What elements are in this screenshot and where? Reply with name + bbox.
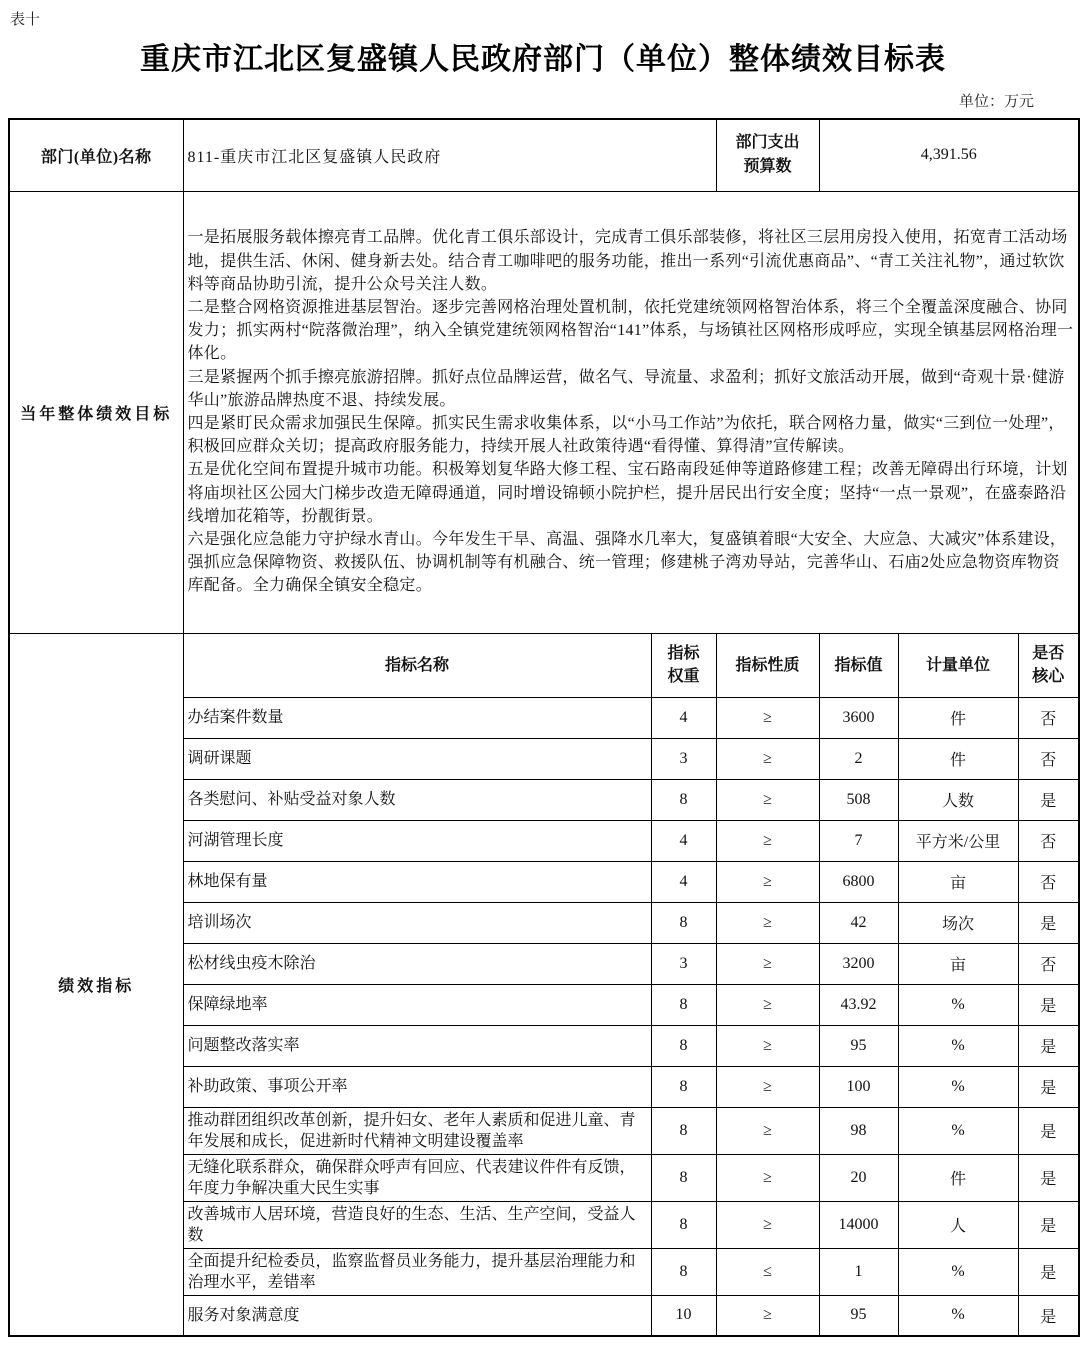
- indicator-unit: %: [898, 1295, 1018, 1336]
- indicator-nature: ≥: [716, 1295, 819, 1336]
- indicator-weight: 8: [651, 1154, 716, 1201]
- indicator-weight: 8: [651, 1201, 716, 1248]
- indicator-unit: %: [898, 1248, 1018, 1295]
- indicator-value: 1: [819, 1248, 898, 1295]
- goal-item: 一是拓展服务载体擦亮青工品牌。优化青工俱乐部设计，完成青工俱乐部装修，将社区三层用房投入使用，拓宽青工活动场地，提供生活、休闲、健身新去处。结合青工咖啡吧的服务功能，推出一系列“引流优惠商品”、“青工关注礼物”，通过软饮料等商品协助引流，提升公众号关注人数。: [187, 229, 1068, 293]
- indicator-nature: ≥: [716, 943, 819, 984]
- unit-note: 单位：万元: [958, 94, 1034, 110]
- indicator-value: 98: [819, 1107, 898, 1154]
- indicator-weight: 8: [651, 1248, 716, 1295]
- budget-label: [716, 119, 819, 191]
- indicator-weight: 8: [651, 1025, 716, 1066]
- indicator-core: 否: [1018, 820, 1079, 861]
- table-number-label: 表十: [10, 12, 41, 28]
- indicator-value: 14000: [819, 1201, 898, 1248]
- indicator-unit: %: [898, 1025, 1018, 1066]
- indicator-weight: 8: [651, 779, 716, 820]
- indicator-core: 否: [1018, 738, 1079, 779]
- indicator-name: 保障绿地率: [183, 984, 651, 1025]
- goal-item: 三是紧握两个抓手擦亮旅游招牌。抓好点位品牌运营，做名气、导流量、求盈利；抓好文旅活动开展，做到“奇观十景·健游华山”旅游品牌热度不退、持续发展。: [187, 368, 1065, 409]
- indicator-value: 100: [819, 1066, 898, 1107]
- indicator-weight: 3: [651, 738, 716, 779]
- indicator-name: 各类慰问、补贴受益对象人数: [183, 779, 651, 820]
- indicator-header-row: [9, 633, 1079, 697]
- indicator-value: 3600: [819, 697, 898, 738]
- indicator-value: 3200: [819, 943, 898, 984]
- indicator-weight: 8: [651, 902, 716, 943]
- indicator-nature: ≥: [716, 697, 819, 738]
- indicator-unit: 件: [898, 738, 1018, 779]
- indicator-nature: ≥: [716, 1025, 819, 1066]
- indicator-core: 是: [1018, 984, 1079, 1025]
- department-row: [9, 119, 1079, 191]
- indicator-value: 20: [819, 1154, 898, 1201]
- indicator-value: 95: [819, 1025, 898, 1066]
- annual-goals-row: [9, 191, 1079, 633]
- indicator-name: 河湖管理长度: [183, 820, 651, 861]
- goal-item: 五是优化空间布置提升城市功能。积极筹划复华路大修工程、宝石路南段延伸等道路修建工程；改善无障碍出行环境，计划将庙坝社区公园大门梯步改造无障碍通道，同时增设锦顿小院护栏，提升居民出行安全度；坚持“一点一景观”，在盛泰路沿线增加花箱等，扮靓街景。: [187, 461, 1068, 525]
- indicator-core: 是: [1018, 1107, 1079, 1154]
- goal-item: 四是紧盯民众需求加强民生保障。抓实民生需求收集体系，以“小马工作站”为依托，联合网格力量，做实“三到位一处理”，积极回应群众关切；提高政府服务能力，持续开展人社政策待遇“看得懂、算得清”宣传解读。: [187, 415, 1065, 456]
- indicator-name: 改善城市人居环境，营造良好的生态、生活、生产空间，受益人数: [183, 1201, 651, 1248]
- indicator-unit: 件: [898, 697, 1018, 738]
- col-header-weight-text: 指标权重: [667, 645, 700, 685]
- col-header-value: 指标值: [819, 633, 898, 697]
- indicator-name: 调研课题: [183, 738, 651, 779]
- budget-label-text: 部门支出预算数: [735, 134, 800, 176]
- indicator-name: 推动群团组织改革创新，提升妇女、老年人素质和促进儿童、青年发展和成长，促进新时代精神文明建设覆盖率: [183, 1107, 651, 1154]
- indicator-nature: ≥: [716, 1066, 819, 1107]
- indicator-value: 508: [819, 779, 898, 820]
- indicator-unit: 亩: [898, 943, 1018, 984]
- indicator-name: 问题整改落实率: [183, 1025, 651, 1066]
- indicator-nature: ≤: [716, 1248, 819, 1295]
- indicator-nature: ≥: [716, 861, 819, 902]
- indicator-core: 否: [1018, 697, 1079, 738]
- col-header-weight: [651, 633, 716, 697]
- indicator-nature: ≥: [716, 1107, 819, 1154]
- indicator-name: 林地保有量: [183, 861, 651, 902]
- indicator-name: 补助政策、事项公开率: [183, 1066, 651, 1107]
- indicator-name: 全面提升纪检委员，监察监督员业务能力，提升基层治理能力和治理水平，差错率: [183, 1248, 651, 1295]
- indicator-weight: 4: [651, 861, 716, 902]
- department-name-value: 811-重庆市江北区复盛镇人民政府: [183, 119, 716, 191]
- indicator-unit: %: [898, 984, 1018, 1025]
- indicator-value: 43.92: [819, 984, 898, 1025]
- performance-target-table: [8, 118, 1080, 1337]
- indicator-value: 7: [819, 820, 898, 861]
- indicator-core: 是: [1018, 1248, 1079, 1295]
- page-title: 重庆市江北区复盛镇人民政府部门（单位）整体绩效目标表: [140, 43, 946, 76]
- indicator-unit: %: [898, 1066, 1018, 1107]
- indicator-weight: 8: [651, 984, 716, 1025]
- indicator-core: 是: [1018, 902, 1079, 943]
- indicator-value: 42: [819, 902, 898, 943]
- indicator-unit: %: [898, 1107, 1018, 1154]
- indicator-core: 是: [1018, 1201, 1079, 1248]
- indicator-weight: 10: [651, 1295, 716, 1336]
- indicator-value: 6800: [819, 861, 898, 902]
- indicator-unit: 人: [898, 1201, 1018, 1248]
- annual-goals-label: 当年整体绩效目标: [9, 191, 183, 633]
- indicator-value: 95: [819, 1295, 898, 1336]
- indicator-name: 培训场次: [183, 902, 651, 943]
- indicator-weight: 3: [651, 943, 716, 984]
- indicator-name: 松材线虫疫木除治: [183, 943, 651, 984]
- indicator-weight: 8: [651, 1066, 716, 1107]
- col-header-core-text: 是否核心: [1032, 645, 1065, 685]
- indicator-nature: ≥: [716, 1154, 819, 1201]
- indicator-core: 是: [1018, 1066, 1079, 1107]
- indicator-weight: 8: [651, 1107, 716, 1154]
- indicator-name: 办结案件数量: [183, 697, 651, 738]
- indicator-weight: 4: [651, 697, 716, 738]
- indicator-nature: ≥: [716, 984, 819, 1025]
- indicator-name: 服务对象满意度: [183, 1295, 651, 1336]
- annual-goals-text: [183, 191, 1079, 633]
- indicators-section-label: 绩效指标: [9, 633, 183, 1336]
- indicator-unit: 件: [898, 1154, 1018, 1201]
- indicator-unit: 场次: [898, 902, 1018, 943]
- indicator-nature: ≥: [716, 902, 819, 943]
- indicator-core: 是: [1018, 1025, 1079, 1066]
- col-header-nature: 指标性质: [716, 633, 819, 697]
- indicator-weight: 4: [651, 820, 716, 861]
- indicator-core: 否: [1018, 943, 1079, 984]
- indicator-unit: 亩: [898, 861, 1018, 902]
- indicator-nature: ≥: [716, 1201, 819, 1248]
- col-header-unit: 计量单位: [898, 633, 1018, 697]
- department-name-label: 部门(单位)名称: [9, 119, 183, 191]
- indicator-core: 是: [1018, 779, 1079, 820]
- indicator-unit: 平方米/公里: [898, 820, 1018, 861]
- col-header-name: 指标名称: [183, 633, 651, 697]
- goal-item: 二是整合网格资源推进基层智治。逐步完善网格治理处置机制，依托党建统领网格智治体系，将三个全覆盖深度融合、协同发力；抓实两村“院落微治理”，纳入全镇党建统领网格智治“141”体系，与场镇社区网格形成呼应，实现全镇基层网格治理一体化。: [187, 298, 1074, 363]
- indicator-core: 否: [1018, 861, 1079, 902]
- indicator-nature: ≥: [716, 820, 819, 861]
- indicator-name: 无缝化联系群众，确保群众呼声有回应、代表建议件件有反馈，年度力争解决重大民生实事: [183, 1154, 651, 1201]
- indicator-value: 2: [819, 738, 898, 779]
- indicator-nature: ≥: [716, 738, 819, 779]
- budget-value: 4,391.56: [819, 119, 1079, 191]
- goal-item: 六是强化应急能力守护绿水青山。今年发生干旱、高温、强降水几率大，复盛镇着眼“大安全、大应急、大减灾”体系建设，强抓应急保障物资、救援队伍、协调机制等有机融合、统一管理；修建桃子湾劝导站，完善华山、石庙2处应急物资库物资库配备。全力确保全镇安全稳定。: [187, 531, 1067, 595]
- indicator-unit: 人数: [898, 779, 1018, 820]
- indicator-core: 是: [1018, 1295, 1079, 1336]
- indicator-core: 是: [1018, 1154, 1079, 1201]
- col-header-core: [1018, 633, 1079, 697]
- indicator-nature: ≥: [716, 779, 819, 820]
